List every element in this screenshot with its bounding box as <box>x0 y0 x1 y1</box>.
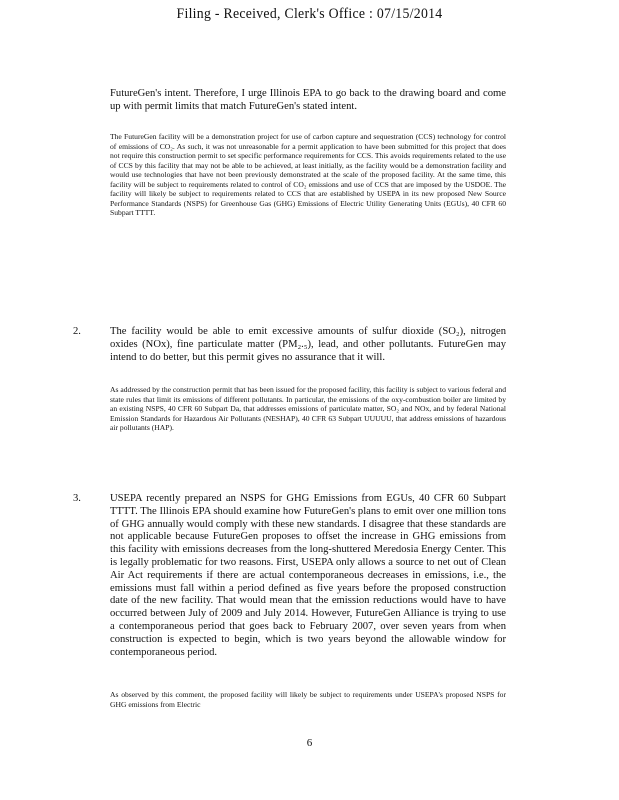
page-number: 6 <box>306 737 313 749</box>
item-3-text: USEPA recently prepared an NSPS for GHG Emissions from EGUs, 40 CFR 60 Subpart TTTT. The Illinois EPA should examine how FutureGen's plans to emit over one million tons of GHG annually would comply with these new standards. I disagree that these standards are not applicable because FutureGen proposes to offset the increase in GHG emissions from this facility with emissions decreases from the long-shuttered Meredosia Energy Center. This is legally problematic for two reasons. First, USEPA only allows a source to net out of Clean Air Act requirements if there are actual contemporaneous decreases in emissions, i.e., the emissions must fall within a period defined as five years before the proposed construction date of the new facility. That would mean that the emission reductions would have to have occurred between July of 2009 and July 2014. However, FutureGen Alliance is trying to use a contemporaneous period that goes back to February 2007, over seven years from when construction is expected to begin, which is two years beyond the allowable window for contemporaneous period. <box>110 493 506 658</box>
item-2-text: The facility would be able to emit excessive amounts of sulfur dioxide (SO₂), nitrogen oxides (NOx), fine particulate matter (PM₂.₅), lead, and other pollutants. FutureGen may intend to do better, but this permit gives no assurance that it will. <box>110 326 506 363</box>
intro-response-text: The FutureGen facility will be a demonstration project for use of carbon capture and sequestration (CCS) technology for control of emissions of CO₂. As such, it was not unreasonable for a permit application to have been submitted for this project that does not require this construction permit to set specific performance requirements for CCS. This avoids requirements related to the use of CCS by this facility that may not be able to be achieved, at least initially, as the facility would be a demonstration facility and would use technologies that have not been previously demonstrated at the scale of the proposed facility. At the same time, this facility will be subject to requirements related to control of CO₂ emissions and use of CCS that are imposed by the USDOE. The facility will likely be subject to requirements related to CCS that are established by USEPA in its new proposed New Source Performance Standards (NSPS) for Greenhouse Gas (GHG) Emissions of Electric Utility Generating Units (EGUs), 40 CFR 60 Subpart TTTT. <box>110 132 506 218</box>
item-2-response-text: As addressed by the construction permit that has been issued for the proposed facility, this facility is subject to various federal and state rules that limit its emissions of different pollutants. In particular, the emissions of the oxy-combustion boiler are limited by an existing NSPS, 40 CFR 60 Subpart Da, that addresses emissions of particulate matter, SO₂ and NOx, and by federal National Emission Standards for Hazardous Air Pollutants (NESHAP), 40 CFR 63 Subpart UUUUU, that address emissions of hazardous air pollutants (HAP). <box>110 385 506 433</box>
item-2-paragraph <box>110 326 506 364</box>
intro-paragraph <box>110 88 506 114</box>
item-2-number: 2. <box>73 326 81 337</box>
intro-text: FutureGen's intent. Therefore, I urge Illinois EPA to go back to the drawing board and come up with permit limits that match FutureGen's stated intent. <box>110 88 506 112</box>
item-3-response-text: As observed by this comment, the proposed facility will likely be subject to requirements under USEPA's proposed NSPS for GHG emissions from Electric <box>110 690 506 709</box>
item-2-response <box>110 385 506 433</box>
filing-header: Filing - Received, Clerk's Office : 07/15/2014 <box>176 6 443 22</box>
item-3-response <box>110 690 506 709</box>
item-3-number: 3. <box>73 493 81 504</box>
intro-response <box>110 132 506 218</box>
item-3-paragraph <box>110 493 506 659</box>
